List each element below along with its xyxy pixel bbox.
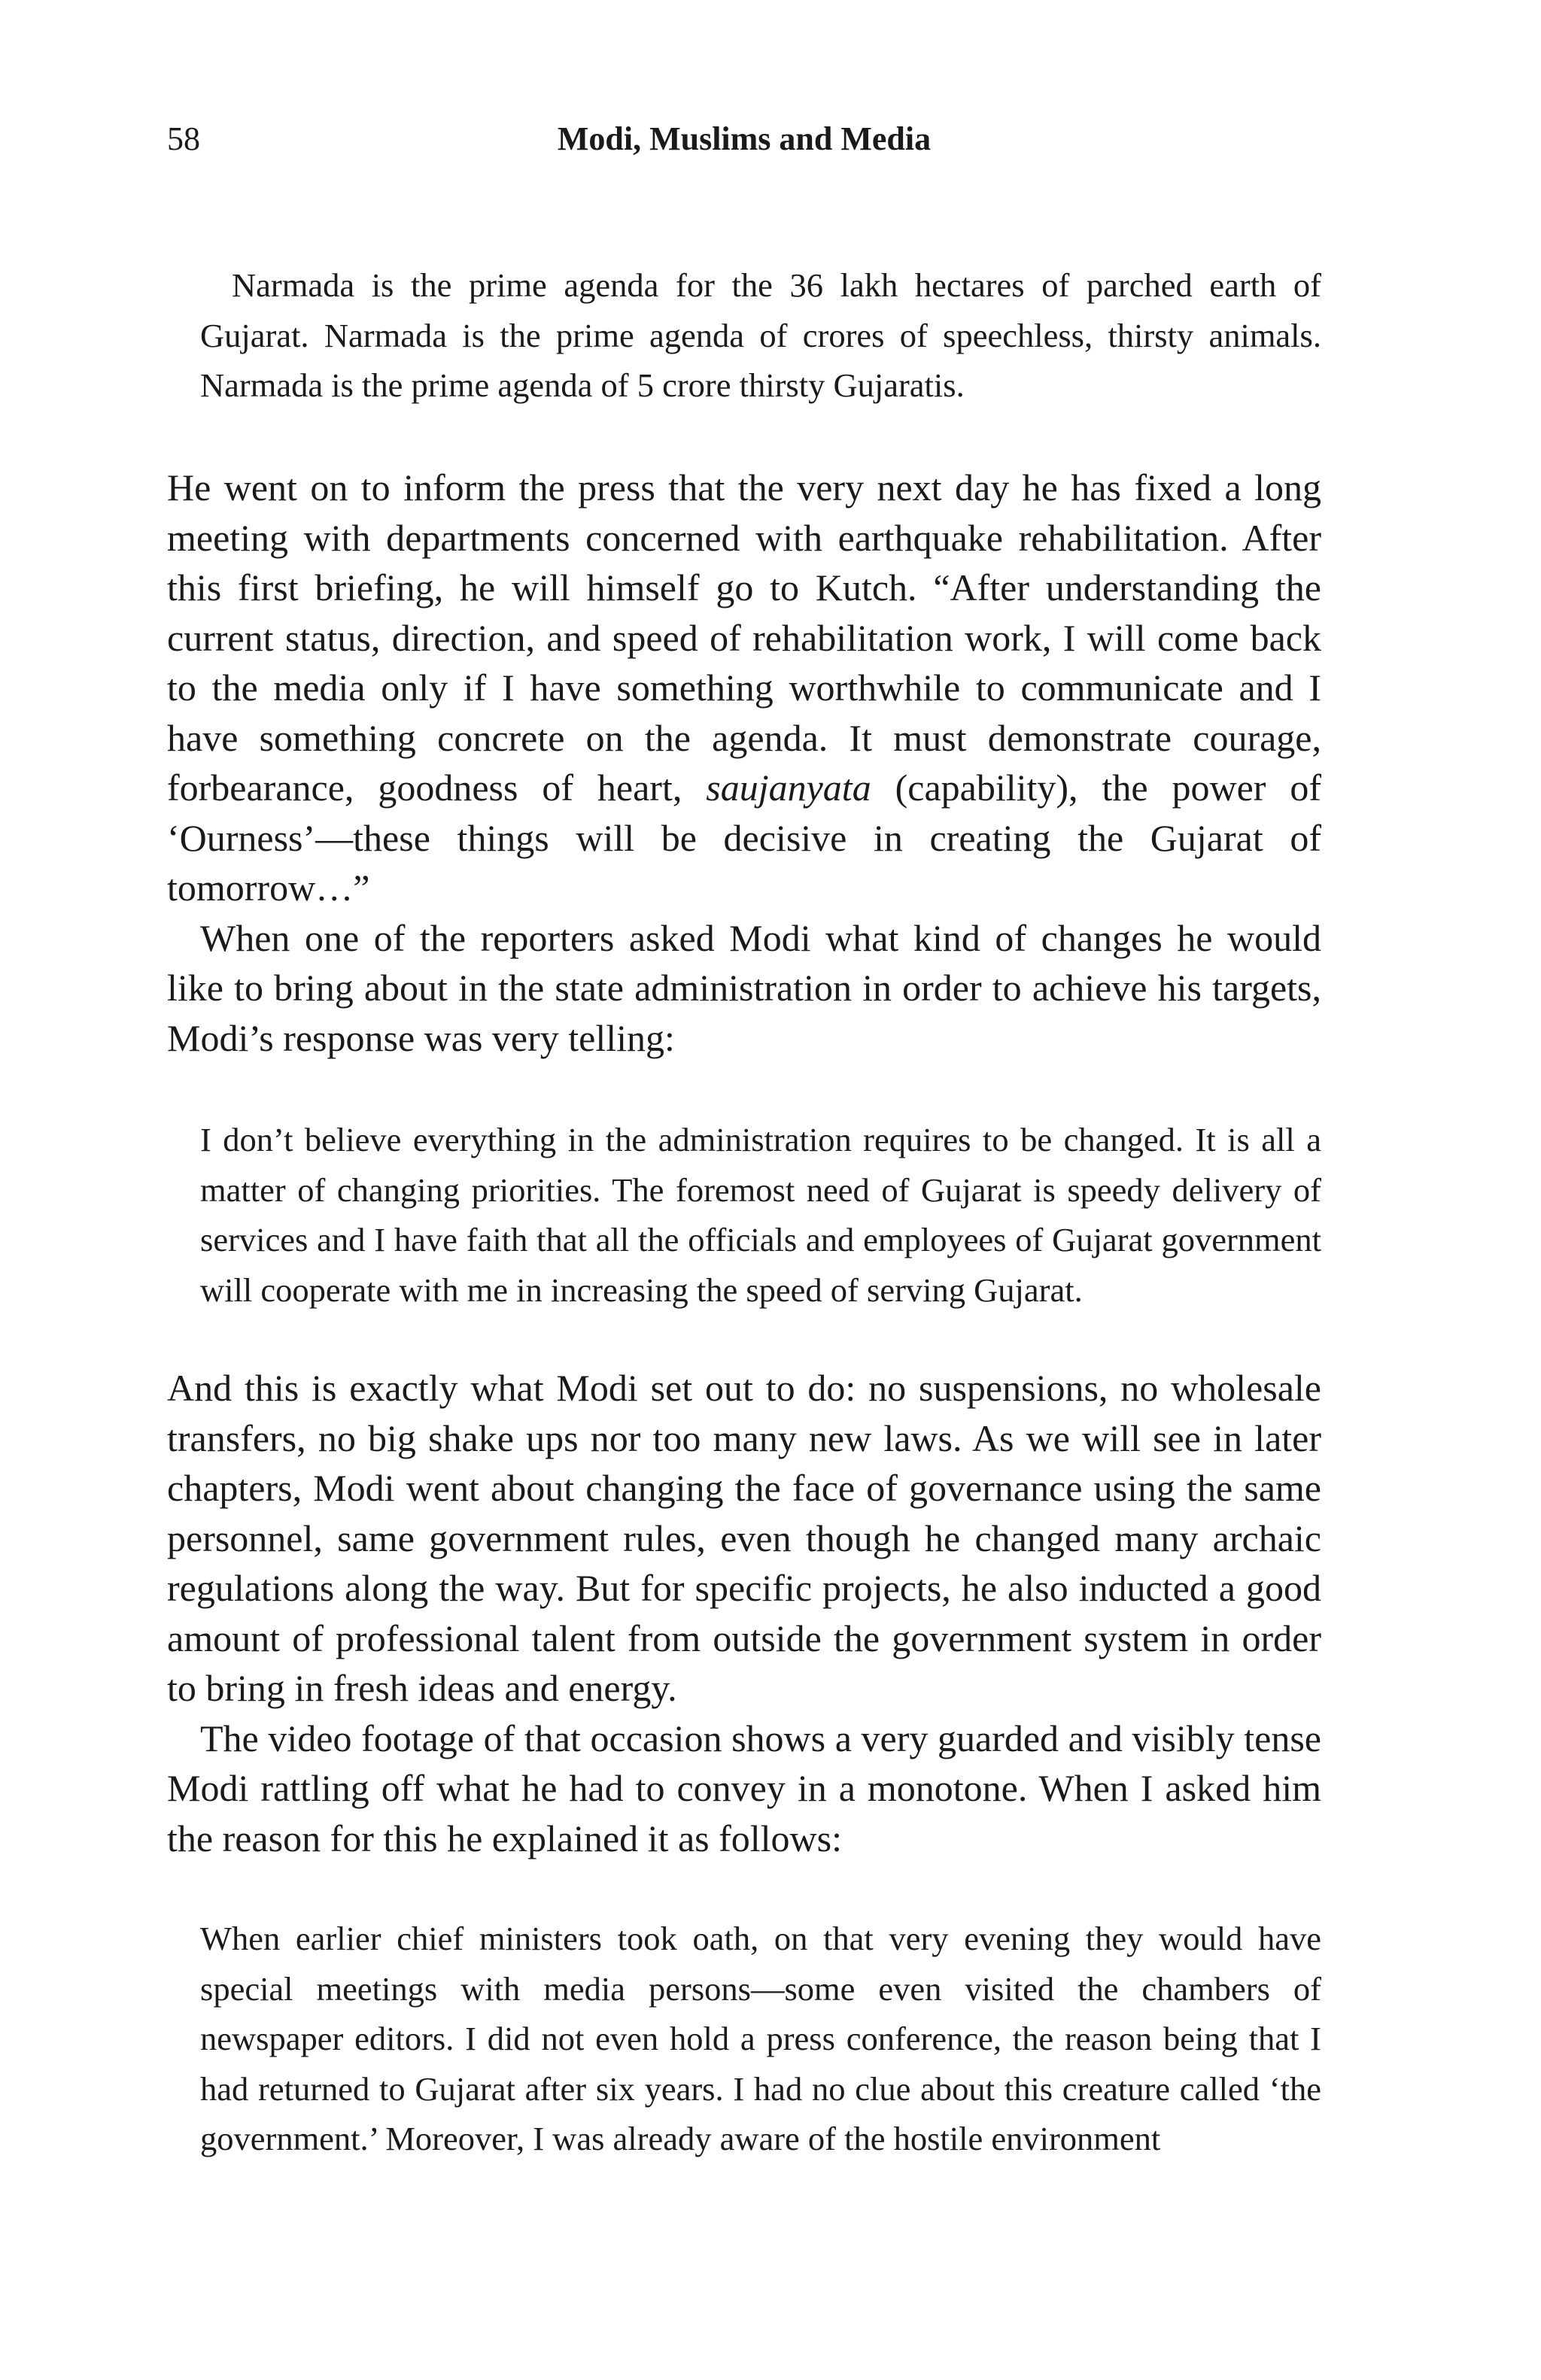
body-paragraph: And this is exactly what Modi set out to do: no suspensions, no wholesale transfers, no big shake ups nor too many new laws. As we will see in later chapters, Modi went about changing the face of governance using the same personnel, same government rules, even though he changed many archaic regulations along the way. But for specific projects, he also inducted a good amount of professional talent from outside the government system in order to bring in fresh ideas and energy. [167,1367,1321,1709]
quote-paragraph: I don’t believe everything in the administration requires to be changed. It is all a matter of changing priorities. The foremost need of Gujarat is speedy delivery of services and I have faith that all the officials and employees of Gujarat government will cooperate with me in increasing the speed of serving Gujarat. [200,1121,1321,1309]
block-quote-administration [200,1115,1321,1315]
running-head: Modi, Muslims and Media [557,120,932,157]
text-run: He went on to inform the press that the very next day he has fixed a long meeting with departments concerned with earthquake rehabilitation. After this first briefing, he will himself go to Kutch. “After understanding the current status, direction, and speed of rehabilitation work, I will come back to the media only if I have something worthwhile to communicate and I have something concrete on the agenda. It must demonstrate courage, forbearance, goodness of heart, [167,466,1321,809]
body-section-2 [167,1363,1321,1863]
body-paragraph [167,463,1321,913]
quote-paragraph: When earlier chief ministers took oath, on that very evening they would have special meetings with media persons—some even visited the chambers of newspaper editors. I did not even hold a press conference, the reason being that I had returned to Gujarat after six years. I had no clue about this creature called ‘the government.’ Moreover, I was already aware of the hostile environment [200,1920,1321,2157]
body-paragraph: The video footage of that occasion shows a very guarded and visibly tense Modi rattling off what he had to convey in a monotone. When I asked him the reason for this he explained it as follows: [167,1717,1321,1859]
block-quote-narmada [200,260,1321,411]
body-section-1 [167,463,1321,1063]
text-run: (capability), the power of ‘Ourness’—these things will be decisive in creating the Gujarat of tomorrow…” [167,767,1321,909]
body-paragraph: When one of the reporters asked Modi what kind of changes he would like to bring about in the state administration in order to achieve his targets, Modi’s response was very telling: [167,916,1321,1059]
page-header [167,113,1321,165]
italic-term: saujanyata [706,767,871,809]
page-number: 58 [167,120,200,157]
quote-paragraph: Narmada is the prime agenda for the 36 lakh hectares of parched earth of Gujarat. Narmada is the prime agenda of crores of speechless, thirsty animals. Narmada is the prime agenda of 5 crore thirsty Gujaratis. [200,266,1321,404]
block-quote-press [200,1914,1321,2164]
